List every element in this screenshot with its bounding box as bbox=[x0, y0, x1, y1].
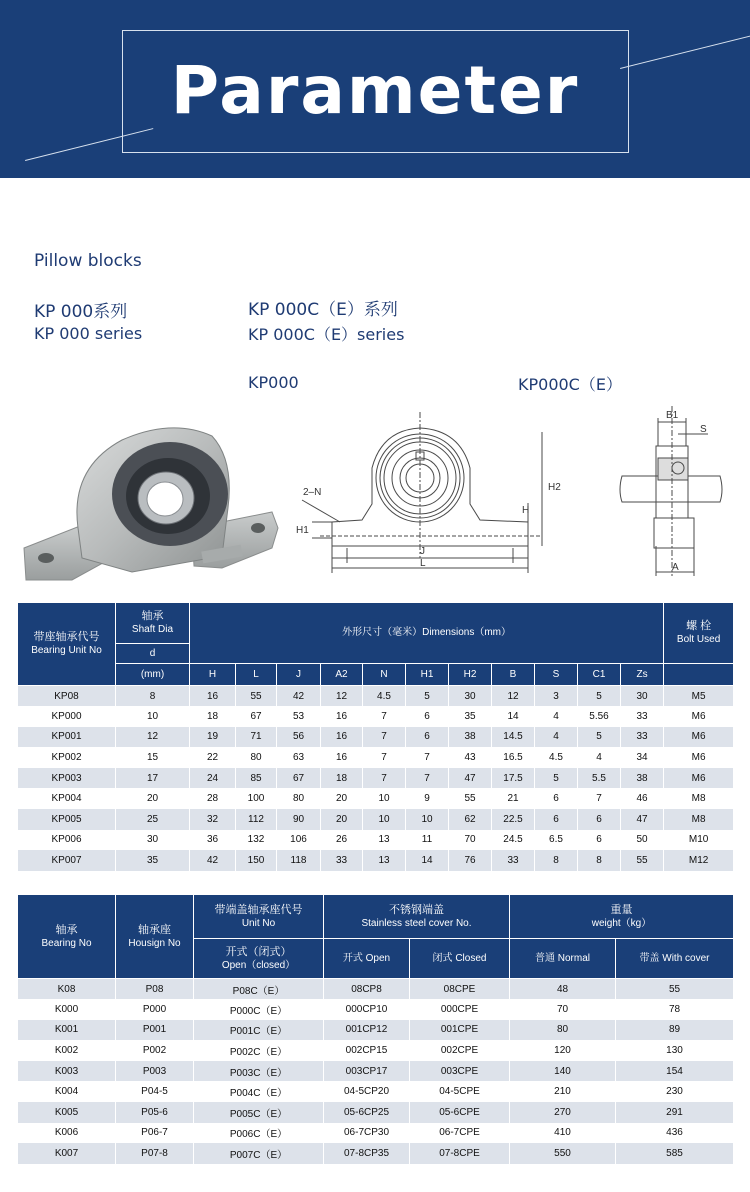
table-cell: 112 bbox=[236, 809, 277, 830]
table-cell: 14.5 bbox=[492, 727, 535, 748]
header-bolt: 螺 栓 Bolt Used bbox=[664, 603, 734, 664]
header-dim-col: N bbox=[363, 664, 406, 686]
table-cell: 291 bbox=[616, 1102, 734, 1123]
table-cell: M6 bbox=[664, 706, 734, 727]
table-cell: 26 bbox=[321, 830, 363, 851]
table-cell: 106 bbox=[277, 830, 321, 851]
table-cell: 8 bbox=[578, 850, 621, 871]
table-cell: 16 bbox=[321, 747, 363, 768]
table-cell: P08C（E） bbox=[194, 979, 324, 1000]
table-cell: 002CPE bbox=[410, 1040, 510, 1061]
label-a: A bbox=[672, 562, 679, 573]
table-cell: 28 bbox=[190, 788, 236, 809]
table-row bbox=[18, 727, 734, 748]
table-row bbox=[18, 686, 734, 707]
header-shaft-unit: (mm) bbox=[116, 664, 190, 686]
table-cell: 63 bbox=[277, 747, 321, 768]
table-cell: 15 bbox=[116, 747, 190, 768]
table-cell: 001CP12 bbox=[324, 1020, 410, 1041]
table-cell: M10 bbox=[664, 830, 734, 851]
header-open-closed: 开式（闭式） Open（closed） bbox=[194, 939, 324, 979]
table-cell: 20 bbox=[321, 809, 363, 830]
header-dim-col: Zs bbox=[621, 664, 664, 686]
table-cell: K006 bbox=[18, 1123, 116, 1144]
table-cell: 07-8CP35 bbox=[324, 1143, 410, 1164]
table-cell: 80 bbox=[236, 747, 277, 768]
table-cell: 30 bbox=[449, 686, 492, 707]
header-with-cover: 带盖 With cover bbox=[616, 939, 734, 979]
section-heading: Pillow blocks bbox=[34, 251, 142, 271]
table-cell: P05-6 bbox=[116, 1102, 194, 1123]
table-row bbox=[18, 706, 734, 727]
label-2n: 2–N bbox=[303, 487, 322, 498]
table-cell: 6 bbox=[578, 809, 621, 830]
table-cell: 120 bbox=[510, 1040, 616, 1061]
header-cover: 不锈钢端盖 Stainless steel cover No. bbox=[324, 895, 510, 939]
series-b-cn: KP 000C（E）系列 bbox=[248, 300, 398, 320]
front-view-drawing bbox=[292, 408, 562, 580]
table-cell: P002 bbox=[116, 1040, 194, 1061]
table-cell: 4 bbox=[535, 706, 578, 727]
label-h1: H1 bbox=[296, 525, 309, 536]
header-dim-col: L bbox=[236, 664, 277, 686]
label-s: S bbox=[700, 424, 707, 435]
table-cell: 3 bbox=[535, 686, 578, 707]
table-cell: 08CP8 bbox=[324, 979, 410, 1000]
table-cell: KP004 bbox=[18, 788, 116, 809]
table-cell: P000 bbox=[116, 999, 194, 1020]
table-cell: 003CPE bbox=[410, 1061, 510, 1082]
table-cell: 47 bbox=[449, 768, 492, 789]
table-cell: 42 bbox=[277, 686, 321, 707]
parameter-banner bbox=[0, 0, 750, 178]
table-cell: P007C（E） bbox=[194, 1143, 324, 1164]
table-cell: 7 bbox=[578, 788, 621, 809]
table-cell: 05-6CP25 bbox=[324, 1102, 410, 1123]
header-open: 开式 Open bbox=[324, 939, 410, 979]
table-cell: 22.5 bbox=[492, 809, 535, 830]
table-cell: 43 bbox=[449, 747, 492, 768]
header-unit-no: 带端盖轴承座代号 Unit No bbox=[194, 895, 324, 939]
table-cell: 35 bbox=[116, 850, 190, 871]
table-cell: M8 bbox=[664, 788, 734, 809]
table-cell: P04-5 bbox=[116, 1081, 194, 1102]
table-cell: 56 bbox=[277, 727, 321, 748]
units-weight-table bbox=[17, 894, 734, 1164]
table-cell: 67 bbox=[236, 706, 277, 727]
header-shaft-d: d bbox=[116, 644, 190, 664]
table-cell: 4.5 bbox=[363, 686, 406, 707]
table-cell: 18 bbox=[190, 706, 236, 727]
table-row bbox=[18, 1143, 734, 1164]
table-cell: 33 bbox=[621, 706, 664, 727]
table-cell: 32 bbox=[190, 809, 236, 830]
table-cell: K08 bbox=[18, 979, 116, 1000]
table-cell: 132 bbox=[236, 830, 277, 851]
table-row bbox=[18, 1020, 734, 1041]
table-cell: M6 bbox=[664, 747, 734, 768]
table-cell: 55 bbox=[236, 686, 277, 707]
table-cell: 42 bbox=[190, 850, 236, 871]
table-cell: KP007 bbox=[18, 850, 116, 871]
header-dimensions: 外形尺寸（毫米）Dimensions（mm） bbox=[190, 603, 664, 664]
table-cell: 410 bbox=[510, 1123, 616, 1144]
table-cell: 16 bbox=[321, 727, 363, 748]
table-row bbox=[18, 1040, 734, 1061]
table-cell: M6 bbox=[664, 768, 734, 789]
table-cell: 20 bbox=[321, 788, 363, 809]
series-a-en: KP 000 series bbox=[34, 324, 143, 343]
table-cell: 210 bbox=[510, 1081, 616, 1102]
table-cell: 50 bbox=[621, 830, 664, 851]
table-cell: 4 bbox=[578, 747, 621, 768]
table-cell: 270 bbox=[510, 1102, 616, 1123]
table-row bbox=[18, 1061, 734, 1082]
table-cell: 4 bbox=[535, 727, 578, 748]
table-cell: P004C（E） bbox=[194, 1081, 324, 1102]
table-cell: 130 bbox=[616, 1040, 734, 1061]
header-dim-col: S bbox=[535, 664, 578, 686]
table-cell: K003 bbox=[18, 1061, 116, 1082]
model-label-kp000c: KP000C（E） bbox=[518, 375, 622, 394]
header-weight: 重量 weight（kg） bbox=[510, 895, 734, 939]
table-cell: M6 bbox=[664, 727, 734, 748]
table-cell: 24.5 bbox=[492, 830, 535, 851]
table-cell: 47 bbox=[621, 809, 664, 830]
label-l: L bbox=[420, 558, 426, 569]
header-closed: 闭式 Closed bbox=[410, 939, 510, 979]
table-cell: 6 bbox=[535, 809, 578, 830]
table-cell: 154 bbox=[616, 1061, 734, 1082]
table-cell: 46 bbox=[621, 788, 664, 809]
table-cell: 550 bbox=[510, 1143, 616, 1164]
table-cell: 7 bbox=[406, 768, 449, 789]
table-cell: K000 bbox=[18, 999, 116, 1020]
table-cell: 30 bbox=[116, 830, 190, 851]
header-dim-col: H1 bbox=[406, 664, 449, 686]
table-cell: 07-8CPE bbox=[410, 1143, 510, 1164]
table-cell: 7 bbox=[363, 706, 406, 727]
table-cell: 11 bbox=[406, 830, 449, 851]
table-cell: 48 bbox=[510, 979, 616, 1000]
table-cell: M5 bbox=[664, 686, 734, 707]
table-cell: 5 bbox=[535, 768, 578, 789]
table-row bbox=[18, 1081, 734, 1102]
table-row bbox=[18, 850, 734, 871]
table-row bbox=[18, 768, 734, 789]
table-cell: M12 bbox=[664, 850, 734, 871]
table-cell: 10 bbox=[116, 706, 190, 727]
header-dim-col: H2 bbox=[449, 664, 492, 686]
table-cell: 16 bbox=[190, 686, 236, 707]
table-cell: 05-6CPE bbox=[410, 1102, 510, 1123]
table-cell: P006C（E） bbox=[194, 1123, 324, 1144]
table-row bbox=[18, 979, 734, 1000]
table-cell: 38 bbox=[621, 768, 664, 789]
table-cell: K005 bbox=[18, 1102, 116, 1123]
table-row bbox=[18, 747, 734, 768]
table-cell: 5 bbox=[406, 686, 449, 707]
table-cell: K004 bbox=[18, 1081, 116, 1102]
table-cell: 33 bbox=[621, 727, 664, 748]
table-cell: 06-7CPE bbox=[410, 1123, 510, 1144]
table-cell: 12 bbox=[321, 686, 363, 707]
table-cell: 7 bbox=[363, 768, 406, 789]
table-cell: 4.5 bbox=[535, 747, 578, 768]
header-dim-col: B bbox=[492, 664, 535, 686]
table-cell: P001 bbox=[116, 1020, 194, 1041]
table-cell: 6 bbox=[406, 706, 449, 727]
table-cell: 80 bbox=[510, 1020, 616, 1041]
table-cell: 6 bbox=[535, 788, 578, 809]
table-cell: 436 bbox=[616, 1123, 734, 1144]
table-cell: M8 bbox=[664, 809, 734, 830]
table-cell: 04-5CPE bbox=[410, 1081, 510, 1102]
table-cell: 24 bbox=[190, 768, 236, 789]
table-cell: 20 bbox=[116, 788, 190, 809]
table-cell: 04-5CP20 bbox=[324, 1081, 410, 1102]
table-cell: P06-7 bbox=[116, 1123, 194, 1144]
table-row bbox=[18, 1123, 734, 1144]
table-cell: 14 bbox=[492, 706, 535, 727]
table-cell: K001 bbox=[18, 1020, 116, 1041]
table-cell: P005C（E） bbox=[194, 1102, 324, 1123]
label-b1: B1 bbox=[666, 410, 679, 421]
table-cell: 33 bbox=[492, 850, 535, 871]
table-cell: 12 bbox=[116, 727, 190, 748]
table-cell: 6.5 bbox=[535, 830, 578, 851]
table-cell: 13 bbox=[363, 830, 406, 851]
table-cell: 5 bbox=[578, 686, 621, 707]
table-cell: P001C（E） bbox=[194, 1020, 324, 1041]
table-cell: 001CPE bbox=[410, 1020, 510, 1041]
header-housing: 轴承座 Housign No bbox=[116, 895, 194, 979]
table-cell: KP001 bbox=[18, 727, 116, 748]
table-cell: 7 bbox=[363, 747, 406, 768]
table-row bbox=[18, 788, 734, 809]
header-dim-col: C1 bbox=[578, 664, 621, 686]
table-cell: 89 bbox=[616, 1020, 734, 1041]
table-row bbox=[18, 999, 734, 1020]
series-b-en: KP 000C（E）series bbox=[248, 325, 405, 344]
table-cell: 10 bbox=[363, 788, 406, 809]
dimensions-table bbox=[17, 602, 734, 871]
table-cell: 10 bbox=[363, 809, 406, 830]
table-cell: 62 bbox=[449, 809, 492, 830]
model-label-kp000: KP000 bbox=[248, 373, 299, 392]
table-cell: 6 bbox=[578, 830, 621, 851]
table-cell: 08CPE bbox=[410, 979, 510, 1000]
table-cell: 33 bbox=[321, 850, 363, 871]
table-cell: 19 bbox=[190, 727, 236, 748]
table-cell: 5 bbox=[578, 727, 621, 748]
table-cell: 7 bbox=[406, 747, 449, 768]
table-cell: 25 bbox=[116, 809, 190, 830]
table-cell: 585 bbox=[616, 1143, 734, 1164]
table-cell: 17 bbox=[116, 768, 190, 789]
label-h: H bbox=[522, 505, 530, 516]
table-cell: 16.5 bbox=[492, 747, 535, 768]
pillow-block-photo bbox=[22, 408, 284, 590]
table-cell: 36 bbox=[190, 830, 236, 851]
table-cell: 16 bbox=[321, 706, 363, 727]
table-cell: P000C（E） bbox=[194, 999, 324, 1020]
table-cell: KP002 bbox=[18, 747, 116, 768]
table-row bbox=[18, 830, 734, 851]
table-cell: 80 bbox=[277, 788, 321, 809]
table-cell: 100 bbox=[236, 788, 277, 809]
table-cell: 55 bbox=[616, 979, 734, 1000]
table-cell: 55 bbox=[449, 788, 492, 809]
table-cell: 34 bbox=[621, 747, 664, 768]
table-cell: 150 bbox=[236, 850, 277, 871]
header-bolt-blank bbox=[664, 664, 734, 686]
header-dim-col: H bbox=[190, 664, 236, 686]
header-dim-col: J bbox=[277, 664, 321, 686]
table-cell: 18 bbox=[321, 768, 363, 789]
header-shaft: 轴承 Shaft Dia bbox=[116, 603, 190, 644]
table-cell: 22 bbox=[190, 747, 236, 768]
table-cell: P003 bbox=[116, 1061, 194, 1082]
table-cell: KP006 bbox=[18, 830, 116, 851]
table-cell: 55 bbox=[621, 850, 664, 871]
table-cell: 000CP10 bbox=[324, 999, 410, 1020]
series-a-cn: KP 000系列 bbox=[34, 302, 128, 322]
table-cell: 8 bbox=[116, 686, 190, 707]
table-cell: 85 bbox=[236, 768, 277, 789]
table-cell: 8 bbox=[535, 850, 578, 871]
table-cell: 230 bbox=[616, 1081, 734, 1102]
table-cell: 140 bbox=[510, 1061, 616, 1082]
table-cell: 14 bbox=[406, 850, 449, 871]
table-cell: 5.5 bbox=[578, 768, 621, 789]
side-view-drawing bbox=[618, 406, 724, 580]
table-cell: P08 bbox=[116, 979, 194, 1000]
table-cell: 6 bbox=[406, 727, 449, 748]
table-cell: 90 bbox=[277, 809, 321, 830]
table-cell: KP003 bbox=[18, 768, 116, 789]
table-cell: 17.5 bbox=[492, 768, 535, 789]
table-cell: 002CP15 bbox=[324, 1040, 410, 1061]
header-normal: 普通 Normal bbox=[510, 939, 616, 979]
label-j: J bbox=[420, 546, 425, 557]
table-cell: KP000 bbox=[18, 706, 116, 727]
table-cell: KP005 bbox=[18, 809, 116, 830]
header-bearing: 轴承 Bearing No bbox=[18, 895, 116, 979]
label-h2: H2 bbox=[548, 482, 561, 493]
header-dim-col: A2 bbox=[321, 664, 363, 686]
table-cell: 5.56 bbox=[578, 706, 621, 727]
table-cell: 10 bbox=[406, 809, 449, 830]
banner-title: Parameter bbox=[170, 52, 580, 129]
table-cell: P003C（E） bbox=[194, 1061, 324, 1082]
table-cell: 67 bbox=[277, 768, 321, 789]
table-cell: 7 bbox=[363, 727, 406, 748]
table-cell: 003CP17 bbox=[324, 1061, 410, 1082]
table-cell: 12 bbox=[492, 686, 535, 707]
table-cell: 38 bbox=[449, 727, 492, 748]
table-cell: 53 bbox=[277, 706, 321, 727]
table-cell: 30 bbox=[621, 686, 664, 707]
table-row bbox=[18, 809, 734, 830]
table-cell: 71 bbox=[236, 727, 277, 748]
table-cell: K002 bbox=[18, 1040, 116, 1061]
table-cell: 9 bbox=[406, 788, 449, 809]
table-cell: 35 bbox=[449, 706, 492, 727]
table-cell: P07-8 bbox=[116, 1143, 194, 1164]
table-cell: 06-7CP30 bbox=[324, 1123, 410, 1144]
table-cell: 13 bbox=[363, 850, 406, 871]
table-cell: 76 bbox=[449, 850, 492, 871]
table-cell: KP08 bbox=[18, 686, 116, 707]
header-unit-code: 带座轴承代号 Bearing Unit No bbox=[18, 603, 116, 686]
table-cell: 70 bbox=[510, 999, 616, 1020]
table-cell: 21 bbox=[492, 788, 535, 809]
table-cell: P002C（E） bbox=[194, 1040, 324, 1061]
table-cell: 118 bbox=[277, 850, 321, 871]
table-cell: K007 bbox=[18, 1143, 116, 1164]
table-cell: 78 bbox=[616, 999, 734, 1020]
table-cell: 70 bbox=[449, 830, 492, 851]
table-cell: 000CPE bbox=[410, 999, 510, 1020]
table-row bbox=[18, 1102, 734, 1123]
